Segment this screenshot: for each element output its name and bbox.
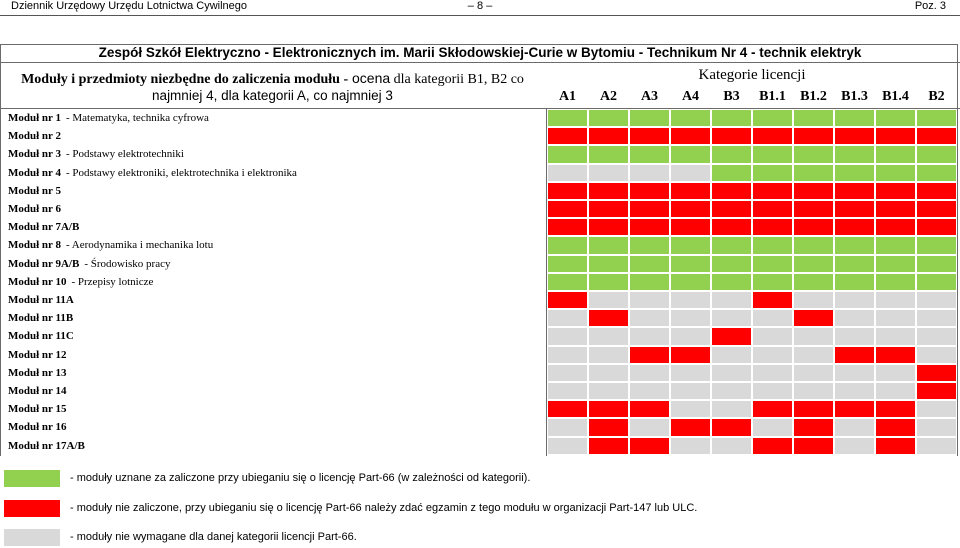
module-number: Moduł nr 3 bbox=[8, 148, 61, 161]
status-cell bbox=[834, 309, 875, 327]
status-cell bbox=[834, 200, 875, 218]
status-cell bbox=[875, 382, 916, 400]
status-cell bbox=[834, 346, 875, 364]
status-cell bbox=[916, 182, 957, 200]
status-cell bbox=[629, 327, 670, 345]
status-cell bbox=[711, 437, 752, 455]
status-cell bbox=[588, 291, 629, 309]
status-cell bbox=[670, 145, 711, 163]
status-cell bbox=[916, 145, 957, 163]
column-header: A4 bbox=[681, 89, 700, 104]
status-cell bbox=[547, 327, 588, 345]
status-cell bbox=[547, 346, 588, 364]
header-rule bbox=[0, 15, 960, 16]
module-number: Moduł nr 11A bbox=[8, 294, 74, 306]
status-cell bbox=[916, 200, 957, 218]
module-label bbox=[8, 182, 61, 200]
status-cell bbox=[875, 291, 916, 309]
status-cell bbox=[752, 418, 793, 436]
status-cell bbox=[588, 109, 629, 127]
module-number: Moduł nr 10 bbox=[8, 275, 67, 288]
status-cell bbox=[711, 382, 752, 400]
status-cell bbox=[916, 437, 957, 455]
module-description: - Podstawy elektroniki, elektrotechnika i elektronika bbox=[65, 166, 297, 179]
status-cell bbox=[588, 236, 629, 254]
status-cell bbox=[916, 127, 957, 145]
status-cell bbox=[875, 364, 916, 382]
status-cell bbox=[711, 109, 752, 127]
status-cell bbox=[670, 127, 711, 145]
status-cell bbox=[752, 327, 793, 345]
status-cell bbox=[711, 236, 752, 254]
status-cell bbox=[629, 145, 670, 163]
status-cell bbox=[588, 145, 629, 163]
status-cell bbox=[793, 327, 834, 345]
status-cell bbox=[752, 346, 793, 364]
status-cell bbox=[629, 236, 670, 254]
status-cell bbox=[711, 418, 752, 436]
module-number: Moduł nr 16 bbox=[8, 421, 67, 434]
status-cell bbox=[588, 182, 629, 200]
status-cell bbox=[916, 418, 957, 436]
status-cell bbox=[793, 182, 834, 200]
status-cell bbox=[670, 291, 711, 309]
legend-swatch bbox=[4, 529, 60, 546]
status-cell bbox=[588, 273, 629, 291]
status-cell bbox=[711, 164, 752, 182]
status-cell bbox=[793, 164, 834, 182]
status-cell bbox=[752, 200, 793, 218]
status-cell bbox=[875, 400, 916, 418]
status-cell bbox=[588, 255, 629, 273]
status-cell bbox=[752, 309, 793, 327]
status-cell bbox=[588, 327, 629, 345]
column-header: B2 bbox=[928, 89, 945, 104]
module-number: Moduł nr 6 bbox=[8, 203, 61, 215]
status-cell bbox=[752, 182, 793, 200]
status-cell bbox=[793, 218, 834, 236]
status-cell bbox=[547, 364, 588, 382]
status-cell bbox=[670, 327, 711, 345]
module-description: - Aerodynamika i mechanika lotu bbox=[65, 239, 214, 252]
status-cell bbox=[752, 437, 793, 455]
status-cell bbox=[875, 346, 916, 364]
status-cell bbox=[916, 291, 957, 309]
status-cell bbox=[629, 346, 670, 364]
status-cell bbox=[670, 236, 711, 254]
status-cell bbox=[793, 346, 834, 364]
status-cell bbox=[916, 255, 957, 273]
module-label bbox=[8, 346, 66, 364]
status-cell bbox=[834, 327, 875, 345]
module-label bbox=[8, 145, 184, 163]
status-cell bbox=[916, 236, 957, 254]
status-cell bbox=[588, 364, 629, 382]
column-header: B1.4 bbox=[882, 89, 909, 104]
subtitle-line1 bbox=[0, 70, 545, 88]
status-cell bbox=[875, 127, 916, 145]
status-cell bbox=[629, 255, 670, 273]
status-cell bbox=[752, 236, 793, 254]
status-cell bbox=[670, 382, 711, 400]
module-label bbox=[8, 400, 66, 418]
status-cell bbox=[834, 437, 875, 455]
status-cell bbox=[834, 255, 875, 273]
status-cell bbox=[629, 400, 670, 418]
subtitle-rest: dla kategorii B1, B2 co bbox=[390, 72, 524, 87]
status-cell bbox=[711, 200, 752, 218]
status-cell bbox=[752, 364, 793, 382]
status-cell bbox=[588, 218, 629, 236]
module-number: Moduł nr 8 bbox=[8, 239, 61, 252]
status-cell bbox=[916, 109, 957, 127]
status-cell bbox=[793, 364, 834, 382]
status-cell bbox=[752, 127, 793, 145]
module-description: - Podstawy elektrotechniki bbox=[65, 148, 184, 161]
status-cell bbox=[629, 437, 670, 455]
module-description: - Przepisy lotnicze bbox=[71, 275, 154, 288]
module-number: Moduł nr 7A/B bbox=[8, 221, 80, 234]
status-cell bbox=[834, 182, 875, 200]
status-cell bbox=[793, 437, 834, 455]
module-label bbox=[8, 327, 74, 345]
status-cell bbox=[834, 400, 875, 418]
subtitle-sans: ocena bbox=[348, 70, 391, 86]
subtitle-bold: Moduły i przedmioty niezbędne do zaliczenia modułu - bbox=[21, 72, 349, 87]
status-cell bbox=[793, 145, 834, 163]
status-cell bbox=[711, 273, 752, 291]
status-cell bbox=[547, 255, 588, 273]
legend-swatch bbox=[4, 470, 60, 487]
status-cell bbox=[711, 364, 752, 382]
status-cell bbox=[875, 218, 916, 236]
status-cell bbox=[834, 109, 875, 127]
status-cell bbox=[711, 291, 752, 309]
module-number: Moduł nr 9A/B bbox=[8, 257, 80, 270]
status-cell bbox=[752, 255, 793, 273]
module-label bbox=[8, 200, 61, 218]
module-number: Moduł nr 14 bbox=[8, 385, 67, 397]
module-number: Moduł nr 1 bbox=[8, 112, 61, 124]
status-cell bbox=[547, 309, 588, 327]
status-cell bbox=[752, 109, 793, 127]
status-cell bbox=[711, 309, 752, 327]
status-cell bbox=[875, 200, 916, 218]
status-cell bbox=[793, 400, 834, 418]
status-cell bbox=[916, 346, 957, 364]
status-cell bbox=[670, 182, 711, 200]
status-cell bbox=[588, 418, 629, 436]
status-cell bbox=[793, 200, 834, 218]
status-cell bbox=[629, 309, 670, 327]
module-label bbox=[8, 364, 66, 382]
status-cell bbox=[793, 309, 834, 327]
status-cell bbox=[834, 164, 875, 182]
status-cell bbox=[547, 400, 588, 418]
status-cell bbox=[588, 309, 629, 327]
status-cell bbox=[670, 437, 711, 455]
journal-title: Dziennik Urzędowy Urzędu Lotnictwa Cywilnego bbox=[11, 0, 247, 12]
status-cell bbox=[752, 164, 793, 182]
module-label bbox=[8, 291, 74, 309]
module-number: Moduł nr 12 bbox=[8, 348, 67, 361]
module-label bbox=[8, 418, 66, 436]
module-number: Moduł nr 17A/B bbox=[8, 439, 85, 452]
status-cell bbox=[752, 400, 793, 418]
status-cell bbox=[834, 236, 875, 254]
status-cell bbox=[752, 218, 793, 236]
status-cell bbox=[547, 109, 588, 127]
module-label bbox=[8, 273, 153, 291]
status-cell bbox=[547, 182, 588, 200]
status-cell bbox=[547, 236, 588, 254]
status-cell bbox=[793, 382, 834, 400]
status-cell bbox=[547, 382, 588, 400]
status-cell bbox=[629, 182, 670, 200]
status-cell bbox=[916, 327, 957, 345]
column-header: A2 bbox=[599, 89, 618, 104]
status-cell bbox=[752, 273, 793, 291]
module-label bbox=[8, 382, 66, 400]
status-cell bbox=[547, 200, 588, 218]
status-cell bbox=[875, 109, 916, 127]
module-number: Moduł nr 11C bbox=[8, 330, 74, 343]
status-cell bbox=[834, 291, 875, 309]
status-cell bbox=[875, 164, 916, 182]
status-cell bbox=[793, 291, 834, 309]
status-cell bbox=[875, 418, 916, 436]
legend-text: - moduły uznane za zaliczone przy ubieganiu się o licencję Part-66 (w zależności od kategorii). bbox=[70, 472, 531, 484]
status-cell bbox=[588, 164, 629, 182]
status-cell bbox=[875, 182, 916, 200]
module-label bbox=[8, 437, 85, 455]
module-number: Moduł nr 4 bbox=[8, 166, 61, 179]
status-cell bbox=[670, 364, 711, 382]
licence-header: Kategorie licencji bbox=[698, 67, 806, 83]
status-cell bbox=[547, 218, 588, 236]
status-cell bbox=[670, 346, 711, 364]
status-cell bbox=[834, 364, 875, 382]
status-cell bbox=[711, 218, 752, 236]
school-title: Zespół Szkół Elektryczno - Elektronicznych im. Marii Skłodowskiej-Curie w Bytomiu - Technikum Nr 4 - technik elektryk bbox=[98, 45, 862, 60]
status-cell bbox=[916, 164, 957, 182]
status-cell bbox=[916, 309, 957, 327]
module-description: - Matematyka, technika cyfrowa bbox=[65, 112, 209, 124]
status-cell bbox=[547, 164, 588, 182]
status-cell bbox=[629, 291, 670, 309]
status-cell bbox=[793, 418, 834, 436]
status-cell bbox=[875, 327, 916, 345]
status-cell bbox=[752, 145, 793, 163]
status-cell bbox=[711, 182, 752, 200]
status-cell bbox=[629, 273, 670, 291]
status-cell bbox=[588, 400, 629, 418]
status-cell bbox=[793, 236, 834, 254]
status-cell bbox=[547, 418, 588, 436]
status-cell bbox=[670, 418, 711, 436]
status-cell bbox=[588, 382, 629, 400]
status-cell bbox=[629, 382, 670, 400]
status-cell bbox=[547, 291, 588, 309]
module-label bbox=[8, 236, 213, 254]
module-label bbox=[8, 309, 73, 327]
status-cell bbox=[670, 255, 711, 273]
status-cell bbox=[629, 364, 670, 382]
status-cell bbox=[834, 145, 875, 163]
status-cell bbox=[793, 255, 834, 273]
status-cell bbox=[629, 127, 670, 145]
status-cell bbox=[752, 382, 793, 400]
status-cell bbox=[588, 127, 629, 145]
column-header: B1.3 bbox=[841, 89, 868, 104]
status-cell bbox=[793, 127, 834, 145]
status-cell bbox=[547, 127, 588, 145]
status-cell bbox=[875, 273, 916, 291]
status-cell bbox=[629, 218, 670, 236]
status-cell bbox=[834, 127, 875, 145]
status-cell bbox=[916, 364, 957, 382]
status-cell bbox=[834, 218, 875, 236]
module-label bbox=[8, 109, 209, 127]
module-label bbox=[8, 255, 170, 273]
status-cell bbox=[670, 309, 711, 327]
status-cell bbox=[834, 273, 875, 291]
status-cell bbox=[711, 327, 752, 345]
legend-text: - moduły nie zaliczone, przy ubieganiu się o licencję Part-66 należy zdać egzamin z tego modułu w organizacji Part-147 lub ULC. bbox=[70, 502, 698, 514]
status-cell bbox=[670, 273, 711, 291]
status-cell bbox=[834, 418, 875, 436]
module-number: Moduł nr 13 bbox=[8, 366, 67, 379]
status-cell bbox=[916, 382, 957, 400]
module-label bbox=[8, 127, 61, 145]
status-cell bbox=[916, 273, 957, 291]
status-cell bbox=[916, 400, 957, 418]
subtitle-line2: najmniej 4, dla kategorii A, co najmniej 3 bbox=[152, 88, 393, 103]
position-label: Poz. 3 bbox=[914, 0, 946, 12]
column-header: B3 bbox=[723, 89, 740, 104]
status-cell bbox=[629, 200, 670, 218]
status-cell bbox=[711, 255, 752, 273]
module-description: - Środowisko pracy bbox=[84, 257, 171, 270]
module-label bbox=[8, 218, 79, 236]
column-header: B1.2 bbox=[800, 89, 827, 104]
status-cell bbox=[916, 218, 957, 236]
status-cell bbox=[875, 236, 916, 254]
status-cell bbox=[793, 273, 834, 291]
legend-text: - moduły nie wymagane dla danej kategorii licencji Part-66. bbox=[70, 531, 357, 543]
title-rule bbox=[0, 62, 960, 63]
status-cell bbox=[875, 255, 916, 273]
column-header: A3 bbox=[640, 89, 659, 104]
status-cell bbox=[670, 164, 711, 182]
status-cell bbox=[711, 145, 752, 163]
status-cell bbox=[670, 109, 711, 127]
module-label bbox=[8, 164, 297, 182]
status-cell bbox=[629, 109, 670, 127]
module-number: Moduł nr 5 bbox=[8, 184, 61, 197]
module-number: Moduł nr 2 bbox=[8, 130, 61, 143]
status-cell bbox=[670, 400, 711, 418]
status-cell bbox=[670, 218, 711, 236]
status-cell bbox=[588, 200, 629, 218]
status-cell bbox=[875, 437, 916, 455]
status-cell bbox=[547, 145, 588, 163]
status-cell bbox=[752, 291, 793, 309]
page-number: – 8 – bbox=[467, 0, 493, 12]
status-cell bbox=[875, 145, 916, 163]
status-cell bbox=[793, 109, 834, 127]
status-cell bbox=[629, 164, 670, 182]
status-cell bbox=[711, 127, 752, 145]
status-cell bbox=[547, 273, 588, 291]
module-number: Moduł nr 15 bbox=[8, 403, 67, 416]
status-cell bbox=[834, 382, 875, 400]
status-cell bbox=[875, 309, 916, 327]
status-cell bbox=[547, 437, 588, 455]
status-cell bbox=[711, 346, 752, 364]
status-cell bbox=[629, 418, 670, 436]
status-cell bbox=[588, 346, 629, 364]
status-cell bbox=[670, 200, 711, 218]
status-cell bbox=[711, 400, 752, 418]
module-number: Moduł nr 11B bbox=[8, 312, 74, 325]
column-header: B1.1 bbox=[759, 89, 786, 104]
legend-swatch bbox=[4, 500, 60, 517]
column-header: A1 bbox=[558, 89, 577, 104]
status-cell bbox=[588, 437, 629, 455]
